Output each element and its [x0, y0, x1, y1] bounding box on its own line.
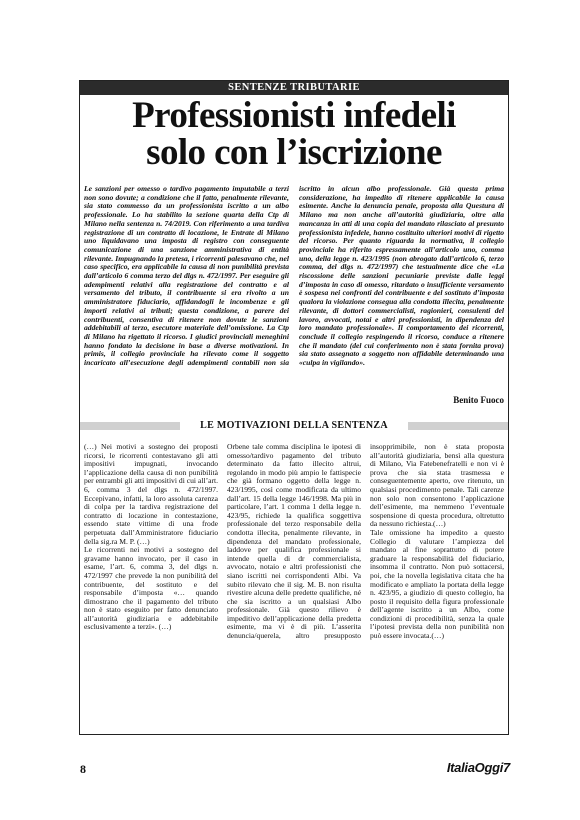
headline: [80, 97, 508, 171]
motivazioni-header: [80, 419, 508, 433]
body-paragraph: Tale omissione ha impedito a questo Collegio di valutare l’ampiezza del mandato al fine soprattutto di potere graduare la responsabilità del fiduciario, insomma il contratto. Non può sottacersi, poi, che la novella legislativa citata che ha modificato e ampliato la portata della legge n. 423/95, a giudizio di questo collegio, ha posto il requisito della figura professionale dell’agente iscritto a un Albo, come condizioni di procedibilità, senza la quale l’ipotesi prevista della non punibilità non può essere invocata.(…): [370, 527, 504, 641]
body-paragraph: (…) Nei motivi a sostegno dei proposti ricorsi, le ricorrenti contestavano gli atti impositivi impugnati, invocando l’applicazione della causa di non punibilità per entrambi gli atti impositivi di cui all’art. 6, comma 3 del dlgs n. 472/1997. Eccepivano, infatti, la loro assoluta carenza di colpa per la tardiva registrazione del contratto di locazione in contestazione, essendo state vittime di una frode perpetuata dall’Amministratore fiduciario della sig.ra M. P. (…): [84, 442, 218, 546]
lead-text: [84, 185, 504, 410]
publication-logo: ItaliaOggi7: [446, 760, 510, 775]
body-paragraph: Le ricorrenti nei motivi a sostegno del gravame hanno invocato, per il caso in esame, l’art. 6, comma 3, del dlgs n. 472/1997 che prevede la non punibilità del contribuente, del sostituto e del responsabile d’imposta «… quando dimostrano che il pagamento del tributo non è stato eseguito per fatto denunciato all’autorità giudiziaria e addebitabile esclusivamente a terzi». (…): [84, 545, 218, 632]
headline-line-1: Professionisti infedeli: [132, 95, 456, 136]
motivazioni-text: [84, 443, 504, 728]
motivazioni-label: LE MOTIVAZIONI DELLA SENTENZA: [180, 419, 408, 433]
headline-line-2: solo con l’iscrizione: [146, 132, 442, 173]
page-number: 8: [80, 762, 86, 776]
body-paragraph: Orbene tale comma disciplina le ipotesi di omesso/tardivo pagamento del tributo determinato da fatto illecito altrui, regolando in modo più ampio le fattispecie che già formano oggetto della legge n. 423/1995, così come modificata da ultimo dall’art. 15 della legge 146/1998. Ma più in particolare, l’art. 1 comma 1 della legge n. 423/95, richiede la qualifica soggettiva professionale del terzo responsabile della condotta illecita, penalmente rilevante, in dipendenza del mandato professionale, laddove per qualifica professionale si intende quella di dr commercialista, avvocato, notaio e altri professionisti che siano iscritti nei corrispondenti Albi. Va subito rilevato che il sig. M. B. non risulta rivestire alcuna delle predette qualifiche, né che sia iscritto a un qualsiasi Albo professionale. Già questo rilievo è impeditivo dell’applicazione della predetta esimente, ma vi è di più. L’asserita denuncia/querela, altro presupposto insopprimibile, non è stata proposta all’autorità giudiziaria, bensì alla questura di Milano, Via Fatebenefratelli e non vi è prova che sia stata trasmessa e conseguentemente aperto, ove ritenuto, un qualsiasi procedimento penale. Tali carenze non solo non consentono l’applicazione dell’esimente, ma nemmeno l’eventuale sospensione di questa procedura, oltretutto da nessuno richiesta.(…): [227, 442, 504, 641]
author-byline: Benito Fuoco: [453, 395, 504, 405]
lead-paragraph: Le sanzioni per omesso o tardivo pagamento imputabile a terzi non sono dovute; a condizione che il fatto, penalmente rilevante, sia stato commesso da un professionista iscritto a un albo professionale. Lo ha stabilito la sezione quarta della Ctp di Milano nella sentenza n. 74/2019. Con riferimento a una tardiva registrazione di un contratto di locazione, le Entrate di Milano uno liquidavano una imposta di registro con conseguente comunicazione di una sanzione amministrativa di entità rilevante. Impugnando la pretesa, i ricorrenti palesavano che, nel caso specifico, era applicabile la causa di non punibilità prevista dall’articolo 6 comma terzo del dlgs n. 472/1997. Per eseguire gli adempimenti relativi alla registrazione del contratto e al versamento del tributo, il contribuente si era rivolto a un amministratore fiduciario, affidandogli le incombenze e gli importi relativi ai tributi; questa condizione, a parere dei contribuenti, consentiva di ritenere non dovute le sanzioni addebitabili al terzo, esecutore materiale dell’omissione. La Ctp di Milano ha rigettato il ricorso. I giudici provinciali meneghini hanno fondato la decisione in base a diverse motivazioni. In primis, il collegio provinciale ha rilevato come il soggetto incaricato all’esecuzione degli adempimenti contabili non sia iscritto in alcun albo professionale. Già questa prima considerazione, ha impedito di ritenere applicabile la causa esimente. Anche la denuncia penale, proposta alla Questura di Milano ma non anche all’autorità giudiziaria, oltre alla mancanza in atti di una copia del mandato rilasciato al presunto professionista infedele, hanno costituito ulteriori motivi di rigetto del ricorso. Per quanto riguarda la normativa, il collegio provinciale ha riferito espressamente all’articolo uno, comma uno, della legge n. 423/1995 (non abrogato dall’articolo 6, terzo comma, del dlgs n. 472/1997) che testualmente dice che «La riscossione delle sanzioni pecuniarie previste dalle leggi d’imposta in caso di omesso, ritardato o insufficiente versamento è sospesa nei confronti del contribuente e del sostituto d’imposta qualora la violazione consegua alla condotta illecita, penalmente rilevante, di dottori commercialisti, ragionieri, consulenti del lavoro, avvocati, notai e altri professionisti, in dipendenza del loro mandato professionale». Il comportamento dei ricorrenti, conclude il collegio respingendo il ricorso, conduce a ritenere che il mandato (del cui conferimento non è stata fornita prova) sia stato assegnato a soggetto non affidabile determinando una «culpa in vigilando».: [84, 184, 504, 368]
section-label: SENTENZE TRIBUTARIE: [80, 81, 508, 95]
